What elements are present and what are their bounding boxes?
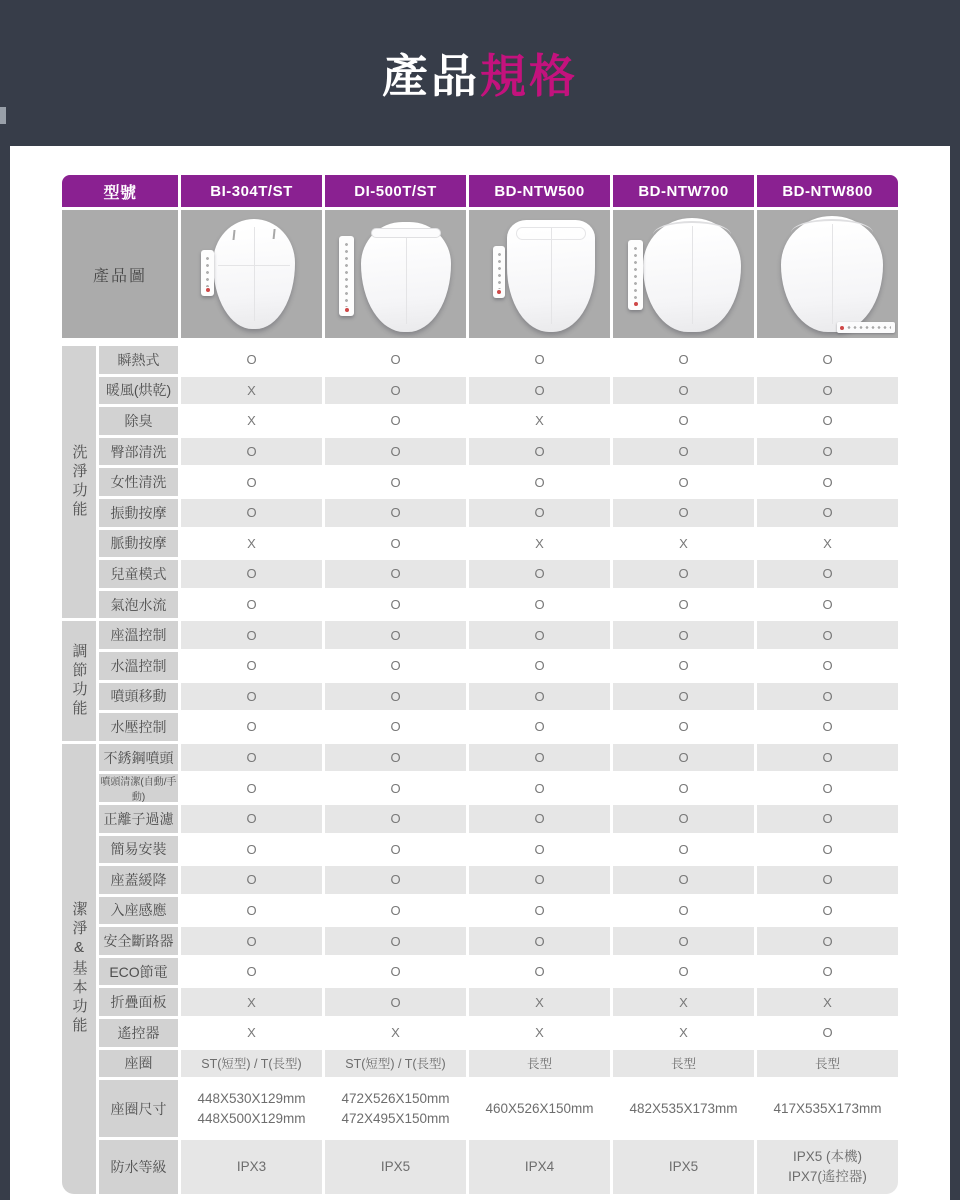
spec-mark-cell: X [613, 988, 754, 1016]
side-control-panel-icon [628, 240, 643, 310]
row-label: 女性清洗 [99, 468, 178, 496]
row-label: 兒童模式 [99, 560, 178, 588]
spec-mark-cell: O [181, 683, 322, 711]
row-label: 除臭 [99, 407, 178, 435]
side-control-panel-icon [493, 246, 505, 298]
model-header-bi-304t-st: BI-304T/ST [181, 175, 322, 207]
spec-mark-cell: X [469, 530, 610, 558]
spec-text-cell [325, 1140, 466, 1194]
spec-mark-cell: O [181, 560, 322, 588]
row-label: 遙控器 [99, 1019, 178, 1047]
row-label: 水溫控制 [99, 652, 178, 680]
spec-mark-cell: O [613, 774, 754, 802]
spec-text-line: 417X535X173mm [773, 1100, 882, 1116]
row-label: 振動按摩 [99, 499, 178, 527]
row-label: 座圈尺寸 [99, 1080, 178, 1137]
spec-text-line: 472X526X150mm [341, 1090, 450, 1106]
row-label: ECO節電 [99, 958, 178, 986]
spec-mark-cell: O [613, 591, 754, 619]
spec-mark-cell: O [469, 438, 610, 466]
model-header-bd-ntw700: BD-NTW700 [613, 175, 754, 207]
spec-mark-cell: X [613, 530, 754, 558]
spec-mark-cell: O [757, 713, 898, 741]
spec-mark-cell: O [469, 958, 610, 986]
product-image-bd-ntw700 [613, 210, 754, 338]
row-label: 噴頭清潔(自動/手動) [99, 774, 178, 802]
left-edge-notch [0, 107, 6, 124]
spec-mark-cell: O [613, 866, 754, 894]
product-image-bd-ntw500 [469, 210, 610, 338]
row-label: 座溫控制 [99, 621, 178, 649]
spec-mark-cell: X [181, 377, 322, 405]
model-header-bd-ntw800: BD-NTW800 [757, 175, 898, 207]
row-label: 瞬熱式 [99, 346, 178, 374]
spec-mark-cell: X [325, 1019, 466, 1047]
group-adjustment-functions: 調節功能 [62, 621, 96, 740]
spec-mark-cell: O [181, 805, 322, 833]
spec-mark-cell: O [469, 805, 610, 833]
model-header-row [62, 175, 898, 207]
spec-mark-cell: O [613, 744, 754, 772]
spec-mark-cell: O [325, 438, 466, 466]
spec-mark-cell: O [325, 560, 466, 588]
spec-mark-cell: O [325, 713, 466, 741]
page-title [0, 40, 960, 106]
spec-mark-cell: O [469, 897, 610, 925]
spec-mark-cell: O [325, 774, 466, 802]
spec-mark-cell: O [757, 866, 898, 894]
spec-mark-cell: O [757, 468, 898, 496]
spec-text-cell [181, 1140, 322, 1194]
row-label: 水壓控制 [99, 713, 178, 741]
spec-mark-cell: O [469, 377, 610, 405]
spec-mark-cell: O [181, 468, 322, 496]
spec-mark-cell: O [613, 836, 754, 864]
group-washing-functions: 洗淨功能 [62, 346, 96, 618]
spec-mark-cell: O [613, 377, 754, 405]
spec-mark-cell: O [613, 468, 754, 496]
spec-mark-cell: O [613, 438, 754, 466]
spec-mark-cell: O [613, 713, 754, 741]
spec-mark-cell: X [469, 407, 610, 435]
spec-mark-cell: O [613, 621, 754, 649]
spec-mark-cell: O [757, 591, 898, 619]
spec-text-line: IPX5 [668, 1159, 699, 1175]
spec-mark-cell: O [469, 683, 610, 711]
row-label: 脈動按摩 [99, 530, 178, 558]
spec-mark-cell: O [325, 377, 466, 405]
page-title-part-magenta: 規格 [480, 50, 578, 102]
product-image-bi-304t-st [181, 210, 322, 338]
spec-mark-cell: O [325, 866, 466, 894]
spec-mark-cell: O [325, 346, 466, 374]
spec-mark-cell: O [757, 407, 898, 435]
spec-mark-cell: O [469, 560, 610, 588]
row-label: 氣泡水流 [99, 591, 178, 619]
spec-mark-cell: X [181, 988, 322, 1016]
side-control-panel-icon [201, 250, 214, 296]
spec-mark-cell: O [325, 530, 466, 558]
bidet-seat-icon [781, 216, 883, 332]
product-image-bd-ntw800 [757, 210, 898, 338]
spec-text-line: 472X495X150mm [341, 1110, 450, 1126]
spec-mark-cell: O [757, 1019, 898, 1047]
spec-mark-cell: O [757, 621, 898, 649]
spec-mark-cell: O [325, 621, 466, 649]
spec-text-cell: 長型 [613, 1050, 754, 1078]
spec-mark-cell: O [613, 652, 754, 680]
spec-mark-cell: O [613, 897, 754, 925]
spec-mark-cell: O [325, 805, 466, 833]
spec-mark-cell: X [181, 530, 322, 558]
spec-mark-cell: O [469, 866, 610, 894]
bidet-seat-icon [213, 219, 295, 329]
spec-table [62, 175, 898, 1194]
spec-mark-cell: O [469, 927, 610, 955]
spec-mark-cell: O [325, 836, 466, 864]
spec-text-line: IPX5 [380, 1159, 411, 1175]
row-label: 噴頭移動 [99, 683, 178, 711]
spec-mark-cell: O [325, 897, 466, 925]
spec-mark-cell: O [325, 927, 466, 955]
spec-mark-cell: O [757, 927, 898, 955]
remote-control-icon [837, 322, 895, 333]
spec-mark-cell: O [757, 958, 898, 986]
spec-mark-cell: O [613, 499, 754, 527]
bidet-seat-icon [507, 220, 595, 332]
spec-mark-cell: O [757, 377, 898, 405]
page-title-part-white: 產品 [382, 50, 480, 102]
spec-text-cell: 長型 [469, 1050, 610, 1078]
spec-mark-cell: O [181, 438, 322, 466]
spec-mark-cell: O [469, 774, 610, 802]
spec-text-line: IPX4 [524, 1159, 555, 1175]
spec-mark-cell: O [325, 958, 466, 986]
row-label: 入座感應 [99, 897, 178, 925]
spec-text-cell: ST(短型) / T(長型) [325, 1050, 466, 1078]
spec-mark-cell: O [181, 774, 322, 802]
spec-mark-cell: O [757, 560, 898, 588]
spec-text-cell [469, 1080, 610, 1137]
spec-text-cell [325, 1080, 466, 1137]
spec-mark-cell: O [325, 652, 466, 680]
row-label: 正離子過濾 [99, 805, 178, 833]
model-header-label: 型號 [62, 175, 178, 207]
product-row-label: 產品圖 [62, 210, 178, 338]
spec-text-line: 448X530X129mm [197, 1090, 306, 1106]
spec-text-cell [757, 1080, 898, 1137]
spec-mark-cell: O [181, 866, 322, 894]
row-label: 簡易安裝 [99, 836, 178, 864]
spec-mark-cell: O [181, 744, 322, 772]
spec-mark-cell: O [469, 713, 610, 741]
spec-mark-cell: O [325, 683, 466, 711]
group-clean-and-basic-functions: 潔淨&基本功能 [62, 744, 96, 1195]
spec-text-cell [469, 1140, 610, 1194]
spec-text-line: IPX3 [236, 1159, 267, 1175]
spec-mark-cell: O [325, 407, 466, 435]
spec-mark-cell: O [181, 836, 322, 864]
spec-mark-cell: O [757, 438, 898, 466]
model-header-di-500t-st: DI-500T/ST [325, 175, 466, 207]
spec-text-cell [613, 1140, 754, 1194]
spec-mark-cell: O [325, 499, 466, 527]
product-image-row [62, 210, 898, 338]
row-label: 防水等級 [99, 1140, 178, 1194]
spec-mark-cell: O [613, 346, 754, 374]
spec-mark-cell: O [613, 683, 754, 711]
spec-grid [62, 346, 898, 1194]
spec-text-cell: ST(短型) / T(長型) [181, 1050, 322, 1078]
spec-mark-cell: O [613, 560, 754, 588]
spec-mark-cell: X [181, 1019, 322, 1047]
spec-mark-cell: O [469, 744, 610, 772]
spec-mark-cell: O [757, 346, 898, 374]
spec-mark-cell: O [469, 836, 610, 864]
spec-mark-cell: O [181, 958, 322, 986]
spec-mark-cell: X [469, 988, 610, 1016]
row-label: 安全斷路器 [99, 927, 178, 955]
spec-mark-cell: X [613, 1019, 754, 1047]
spec-mark-cell: O [613, 927, 754, 955]
model-header-bd-ntw500: BD-NTW500 [469, 175, 610, 207]
row-label: 臀部清洗 [99, 438, 178, 466]
spec-mark-cell: X [757, 530, 898, 558]
spec-mark-cell: O [757, 744, 898, 772]
row-label: 座圈 [99, 1050, 178, 1078]
spec-mark-cell: O [181, 621, 322, 649]
spec-mark-cell: O [181, 346, 322, 374]
spec-mark-cell: O [469, 591, 610, 619]
spec-mark-cell: O [613, 958, 754, 986]
spec-mark-cell: O [757, 836, 898, 864]
spec-text-cell [613, 1080, 754, 1137]
spec-mark-cell: O [181, 652, 322, 680]
bidet-seat-icon [361, 222, 451, 332]
spec-text-line: IPX7(遙控器) [788, 1169, 867, 1185]
spec-mark-cell: O [757, 683, 898, 711]
spec-mark-cell: O [469, 468, 610, 496]
product-image-di-500t-st [325, 210, 466, 338]
spec-text-line: IPX5 (本機) [792, 1149, 862, 1165]
spec-text-line: 482X535X173mm [629, 1100, 738, 1116]
spec-mark-cell: O [325, 988, 466, 1016]
spec-mark-cell: X [757, 988, 898, 1016]
spec-mark-cell: O [757, 499, 898, 527]
spec-mark-cell: O [469, 621, 610, 649]
spec-mark-cell: O [181, 499, 322, 527]
spec-mark-cell: O [757, 897, 898, 925]
spec-text-line: 448X500X129mm [197, 1110, 306, 1126]
spec-mark-cell: O [469, 499, 610, 527]
spec-mark-cell: O [757, 774, 898, 802]
spec-mark-cell: O [181, 713, 322, 741]
spec-mark-cell: O [757, 805, 898, 833]
spec-mark-cell: O [325, 591, 466, 619]
spec-mark-cell: O [469, 346, 610, 374]
spec-text-cell: 長型 [757, 1050, 898, 1078]
spec-mark-cell: O [325, 744, 466, 772]
spec-text-cell [757, 1140, 898, 1194]
spec-text-line: 460X526X150mm [485, 1100, 594, 1116]
spec-mark-cell: X [181, 407, 322, 435]
spec-text-cell [181, 1080, 322, 1137]
content-panel [10, 146, 950, 1200]
spec-mark-cell: O [181, 927, 322, 955]
spec-mark-cell: O [181, 897, 322, 925]
row-label: 座蓋緩降 [99, 866, 178, 894]
spec-mark-cell: O [325, 468, 466, 496]
spec-mark-cell: X [469, 1019, 610, 1047]
bidet-seat-icon [643, 218, 741, 332]
spec-mark-cell: O [757, 652, 898, 680]
spec-mark-cell: O [181, 591, 322, 619]
row-label: 暖風(烘乾) [99, 377, 178, 405]
row-label: 折疊面板 [99, 988, 178, 1016]
spec-mark-cell: O [613, 407, 754, 435]
spec-mark-cell: O [469, 652, 610, 680]
side-control-panel-icon [339, 236, 354, 316]
row-label: 不銹鋼噴頭 [99, 744, 178, 772]
spec-mark-cell: O [613, 805, 754, 833]
